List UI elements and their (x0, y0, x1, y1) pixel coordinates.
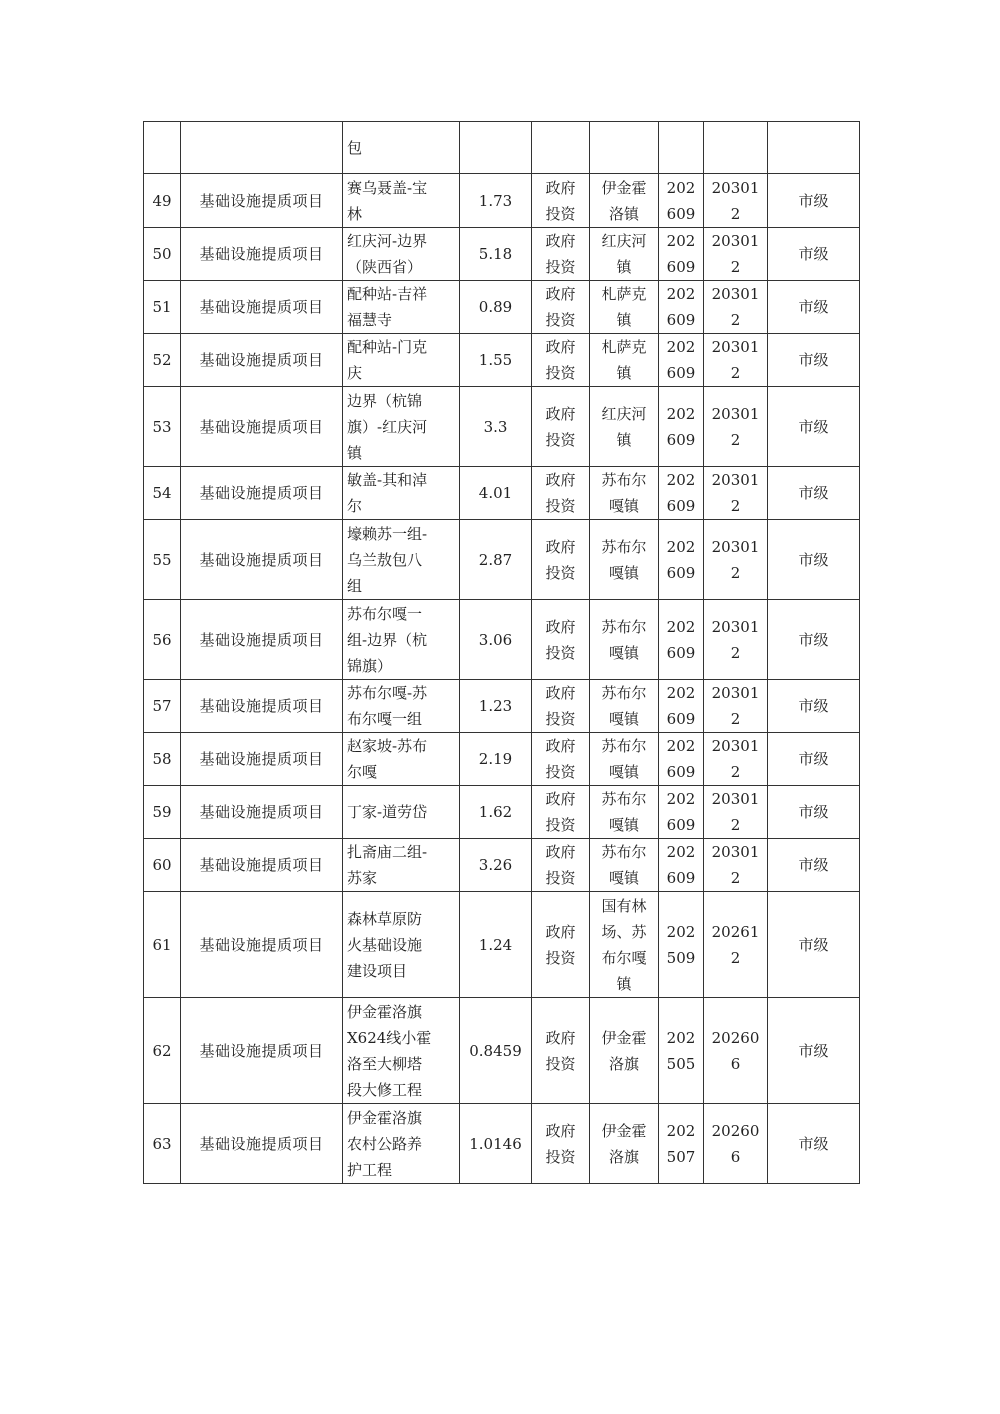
cell-location: 札萨克 镇 (590, 334, 659, 387)
cell-start: 202 609 (659, 174, 704, 228)
cell-start: 202 609 (659, 334, 704, 387)
cell-project-name: 配种站-门克 庆 (343, 334, 460, 387)
cell-no: 53 (144, 387, 181, 467)
cell-no: 61 (144, 892, 181, 998)
cell-end (704, 122, 768, 174)
table-row (144, 733, 860, 786)
cell-level: 市级 (768, 1104, 860, 1184)
cell-no (144, 122, 181, 174)
cell-category: 基础设施提质项目 (181, 174, 343, 228)
cell-project-name: 伊金霍洛旗 农村公路养 护工程 (343, 1104, 460, 1184)
cell-level: 市级 (768, 467, 860, 520)
cell-amount: 1.24 (460, 892, 532, 998)
cell-amount: 3.3 (460, 387, 532, 467)
cell-category (181, 122, 343, 174)
cell-category: 基础设施提质项目 (181, 520, 343, 600)
cell-investment: 政府 投资 (532, 467, 590, 520)
cell-start: 202 609 (659, 680, 704, 733)
cell-amount: 0.8459 (460, 998, 532, 1104)
cell-location: 苏布尔 嘎镇 (590, 680, 659, 733)
cell-investment: 政府 投资 (532, 600, 590, 680)
cell-no: 56 (144, 600, 181, 680)
cell-category: 基础设施提质项目 (181, 281, 343, 334)
cell-project-name: 苏布尔嘎-苏 布尔嘎一组 (343, 680, 460, 733)
cell-location: 苏布尔 嘎镇 (590, 520, 659, 600)
cell-investment: 政府 投资 (532, 1104, 590, 1184)
cell-location: 札萨克 镇 (590, 281, 659, 334)
table-row (144, 467, 860, 520)
cell-location: 伊金霍 洛镇 (590, 174, 659, 228)
cell-investment: 政府 投资 (532, 334, 590, 387)
cell-project-name: 伊金霍洛旗 X624线小霍 洛至大柳塔 段大修工程 (343, 998, 460, 1104)
cell-start: 202 609 (659, 520, 704, 600)
cell-location: 苏布尔 嘎镇 (590, 839, 659, 892)
cell-level: 市级 (768, 174, 860, 228)
cell-investment: 政府 投资 (532, 892, 590, 998)
cell-level: 市级 (768, 334, 860, 387)
table-row (144, 892, 860, 998)
cell-project-name: 森林草原防 火基础设施 建设项目 (343, 892, 460, 998)
table-row (144, 228, 860, 281)
cell-start: 202 507 (659, 1104, 704, 1184)
cell-start: 202 609 (659, 600, 704, 680)
cell-level: 市级 (768, 228, 860, 281)
cell-amount: 5.18 (460, 228, 532, 281)
cell-no: 49 (144, 174, 181, 228)
cell-category: 基础设施提质项目 (181, 733, 343, 786)
cell-end: 20301 2 (704, 281, 768, 334)
cell-level: 市级 (768, 520, 860, 600)
cell-level: 市级 (768, 892, 860, 998)
cell-category: 基础设施提质项目 (181, 1104, 343, 1184)
table-row (144, 839, 860, 892)
cell-end: 20301 2 (704, 520, 768, 600)
cell-category: 基础设施提质项目 (181, 680, 343, 733)
cell-investment: 政府 投资 (532, 998, 590, 1104)
cell-amount: 3.26 (460, 839, 532, 892)
cell-location: 苏布尔 嘎镇 (590, 733, 659, 786)
cell-end: 20301 2 (704, 174, 768, 228)
cell-investment: 政府 投资 (532, 786, 590, 839)
cell-start: 202 609 (659, 467, 704, 520)
cell-category: 基础设施提质项目 (181, 228, 343, 281)
table-row (144, 334, 860, 387)
cell-end: 20301 2 (704, 228, 768, 281)
cell-no: 58 (144, 733, 181, 786)
cell-location: 苏布尔 嘎镇 (590, 786, 659, 839)
cell-category: 基础设施提质项目 (181, 467, 343, 520)
cell-location: 国有林 场、苏 布尔嘎 镇 (590, 892, 659, 998)
cell-amount: 1.23 (460, 680, 532, 733)
cell-level: 市级 (768, 600, 860, 680)
cell-amount: 4.01 (460, 467, 532, 520)
cell-investment: 政府 投资 (532, 387, 590, 467)
cell-location: 红庆河 镇 (590, 387, 659, 467)
cell-end: 20301 2 (704, 467, 768, 520)
cell-amount: 1.55 (460, 334, 532, 387)
cell-no: 54 (144, 467, 181, 520)
cell-start: 202 609 (659, 733, 704, 786)
cell-no: 63 (144, 1104, 181, 1184)
cell-category: 基础设施提质项目 (181, 998, 343, 1104)
cell-start: 202 609 (659, 228, 704, 281)
table-row (144, 786, 860, 839)
cell-no: 51 (144, 281, 181, 334)
cell-end: 20301 2 (704, 334, 768, 387)
cell-end: 20301 2 (704, 733, 768, 786)
cell-project-name: 赵家坡-苏布 尔嘎 (343, 733, 460, 786)
table-row (144, 680, 860, 733)
cell-level: 市级 (768, 998, 860, 1104)
cell-location: 伊金霍 洛旗 (590, 998, 659, 1104)
cell-amount: 2.87 (460, 520, 532, 600)
project-table (143, 121, 860, 1184)
cell-location: 伊金霍 洛旗 (590, 1104, 659, 1184)
cell-level: 市级 (768, 733, 860, 786)
cell-location: 苏布尔 嘎镇 (590, 467, 659, 520)
cell-level: 市级 (768, 786, 860, 839)
cell-end: 20260 6 (704, 1104, 768, 1184)
cell-no: 57 (144, 680, 181, 733)
table-body (144, 122, 860, 1184)
table-row (144, 1104, 860, 1184)
cell-location (590, 122, 659, 174)
cell-amount: 0.89 (460, 281, 532, 334)
cell-project-name: 包 (343, 122, 460, 174)
cell-investment (532, 122, 590, 174)
cell-amount: 1.62 (460, 786, 532, 839)
cell-project-name: 红庆河-边界 （陕西省） (343, 228, 460, 281)
cell-amount (460, 122, 532, 174)
table-row (144, 174, 860, 228)
cell-investment: 政府 投资 (532, 228, 590, 281)
cell-investment: 政府 投资 (532, 174, 590, 228)
cell-location: 红庆河 镇 (590, 228, 659, 281)
cell-investment: 政府 投资 (532, 839, 590, 892)
cell-end: 20261 2 (704, 892, 768, 998)
cell-amount: 1.73 (460, 174, 532, 228)
cell-category: 基础设施提质项目 (181, 839, 343, 892)
cell-project-name: 丁家-道劳岱 (343, 786, 460, 839)
cell-project-name: 边界（杭锦 旗）-红庆河 镇 (343, 387, 460, 467)
table-row (144, 387, 860, 467)
cell-end: 20301 2 (704, 387, 768, 467)
cell-location: 苏布尔 嘎镇 (590, 600, 659, 680)
cell-category: 基础设施提质项目 (181, 334, 343, 387)
table-row (144, 998, 860, 1104)
cell-category: 基础设施提质项目 (181, 600, 343, 680)
cell-end: 20260 6 (704, 998, 768, 1104)
cell-investment: 政府 投资 (532, 281, 590, 334)
cell-end: 20301 2 (704, 680, 768, 733)
cell-start: 202 509 (659, 892, 704, 998)
cell-project-name: 苏布尔嘎一 组-边界（杭 锦旗） (343, 600, 460, 680)
cell-no: 62 (144, 998, 181, 1104)
table-row (144, 520, 860, 600)
cell-start: 202 609 (659, 786, 704, 839)
cell-start: 202 609 (659, 839, 704, 892)
cell-level (768, 122, 860, 174)
cell-end: 20301 2 (704, 786, 768, 839)
table-row (144, 281, 860, 334)
cell-amount: 3.06 (460, 600, 532, 680)
cell-no: 52 (144, 334, 181, 387)
cell-end: 20301 2 (704, 600, 768, 680)
cell-no: 59 (144, 786, 181, 839)
table-row-continuation (144, 122, 860, 174)
cell-start: 202 609 (659, 387, 704, 467)
cell-start: 202 505 (659, 998, 704, 1104)
cell-investment: 政府 投资 (532, 733, 590, 786)
cell-level: 市级 (768, 680, 860, 733)
cell-level: 市级 (768, 281, 860, 334)
cell-project-name: 配种站-吉祥 福慧寺 (343, 281, 460, 334)
cell-level: 市级 (768, 839, 860, 892)
cell-project-name: 赛乌聂盖-宝 林 (343, 174, 460, 228)
cell-level: 市级 (768, 387, 860, 467)
cell-category: 基础设施提质项目 (181, 387, 343, 467)
cell-project-name: 敏盖-其和淖 尔 (343, 467, 460, 520)
cell-no: 55 (144, 520, 181, 600)
cell-end: 20301 2 (704, 839, 768, 892)
cell-start: 202 609 (659, 281, 704, 334)
cell-no: 50 (144, 228, 181, 281)
cell-category: 基础设施提质项目 (181, 892, 343, 998)
cell-investment: 政府 投资 (532, 520, 590, 600)
cell-amount: 2.19 (460, 733, 532, 786)
cell-no: 60 (144, 839, 181, 892)
cell-amount: 1.0146 (460, 1104, 532, 1184)
cell-project-name: 扎斋庙二组- 苏家 (343, 839, 460, 892)
cell-category: 基础设施提质项目 (181, 786, 343, 839)
table-row (144, 600, 860, 680)
cell-project-name: 壕赖苏一组- 乌兰敖包八 组 (343, 520, 460, 600)
cell-investment: 政府 投资 (532, 680, 590, 733)
cell-start (659, 122, 704, 174)
